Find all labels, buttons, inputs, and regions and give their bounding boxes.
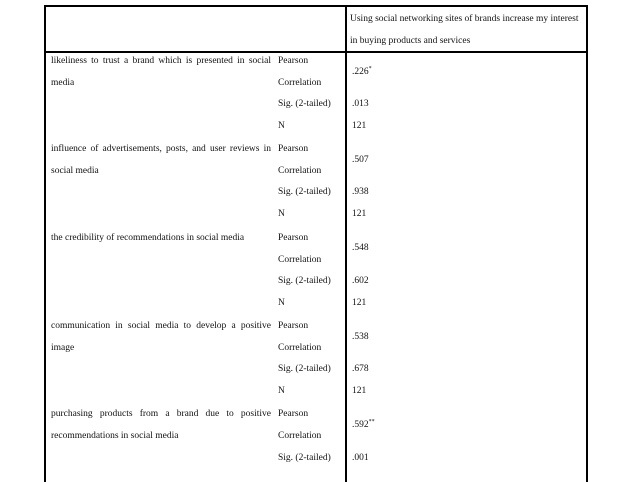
variable-label: the credibility of recommendations in social media: [51, 233, 245, 243]
pearson-label: Pearson Correlation: [278, 56, 322, 88]
sig-value: .602: [352, 276, 369, 286]
sig-value: .938: [352, 187, 369, 197]
n-label: N: [278, 209, 285, 219]
pearson-value: .538: [352, 332, 369, 342]
table-left-border: [44, 5, 46, 482]
pearson-value: .548: [352, 243, 369, 253]
table-value-column-border: [345, 5, 347, 482]
table-top-border: [44, 5, 588, 7]
sig-label: Sig. (2-tailed): [278, 276, 331, 286]
sig-value: .001: [352, 453, 369, 463]
pearson-value: .226*: [352, 65, 372, 77]
sig-label: Sig. (2-tailed): [278, 187, 331, 197]
n-label: N: [278, 298, 285, 308]
variable-label: purchasing products from a brand due to positive recommendations in social media: [51, 409, 271, 441]
sig-label: Sig. (2-tailed): [278, 99, 331, 109]
n-value: 121: [352, 209, 367, 219]
column-header: Using social networking sites of brands increase my interest in buying products and services: [350, 14, 579, 46]
pearson-label: Pearson Correlation: [278, 409, 322, 441]
pearson-label: Pearson Correlation: [278, 233, 322, 265]
n-label: N: [278, 121, 285, 131]
n-label: N: [278, 386, 285, 396]
sig-label: Sig. (2-tailed): [278, 453, 331, 463]
pearson-label: Pearson Correlation: [278, 321, 322, 353]
n-value: 121: [352, 386, 367, 396]
variable-label: communication in social media to develop a positive image: [51, 321, 271, 353]
n-value: 121: [352, 298, 367, 308]
variable-label: likeliness to trust a brand which is presented in social media: [51, 56, 271, 88]
sig-value: .678: [352, 364, 369, 374]
variable-label: influence of advertisements, posts, and user reviews in social media: [51, 144, 271, 176]
pearson-value: .507: [352, 155, 369, 165]
table-right-border: [586, 5, 588, 482]
sig-label: Sig. (2-tailed): [278, 364, 331, 374]
pearson-value: .592**: [352, 418, 375, 430]
n-value: 121: [352, 121, 367, 131]
pearson-label: Pearson Correlation: [278, 144, 322, 176]
sig-value: .013: [352, 99, 369, 109]
